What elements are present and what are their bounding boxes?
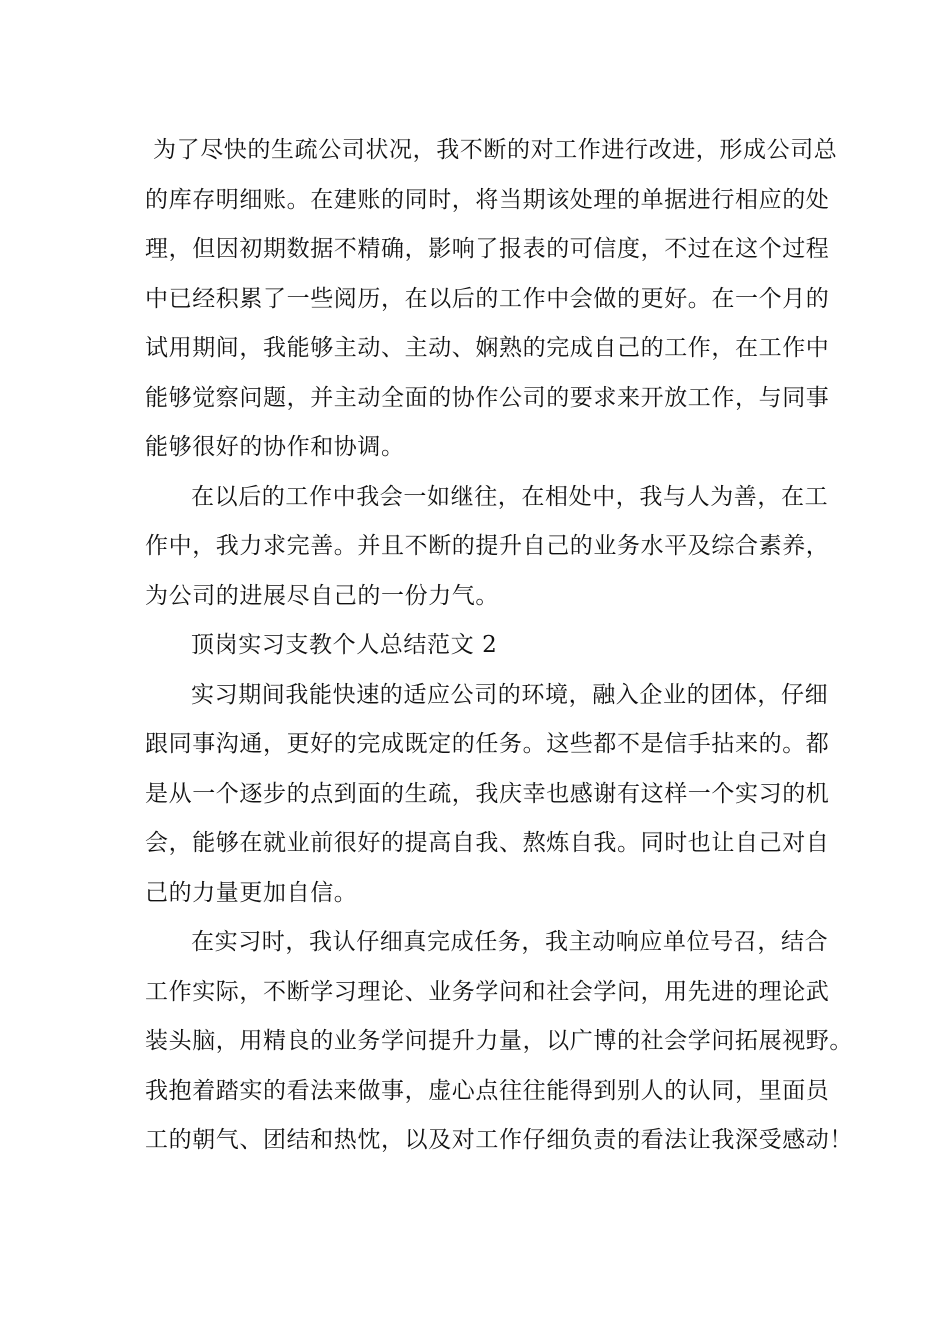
document-body: [145, 126, 853, 1166]
text-line: 在以后的工作中我会一如继往，在相处中，我与人为善，在工: [191, 483, 829, 510]
text-line: 跟同事沟通，更好的完成既定的任务。这些都不是信手拈来的。都: [145, 731, 830, 757]
text-line: 理，但因初期数据不精确，影响了报表的可信度，不过在这个过程: [145, 236, 830, 262]
text-line: 是从一个逐步的点到面的生疏，我庆幸也感谢有这样一个实习的机: [145, 780, 830, 807]
text-line: 己的力量更加自信。: [145, 879, 358, 906]
text-line: 能够觉察问题，并主动全面的协作公司的要求来开放工作，与同事: [145, 384, 830, 411]
text-line: 中已经积累了一些阅历，在以后的工作中会做的更好。在一个月的: [145, 285, 830, 312]
text-line: 的库存明细账。在建账的同时，将当期该处理的单据进行相应的处: [145, 186, 830, 213]
section-heading: 顶岗实习支教个人总结范文 2: [191, 632, 498, 658]
text-line: 能够很好的协作和协调。: [145, 434, 405, 460]
text-line: 在实习时，我认仔细真完成任务，我主动响应单位号召，结合: [191, 929, 829, 955]
text-line: 装头脑，用精良的业务学问提升力量，以广博的社会学问拓展视野。: [145, 1028, 853, 1054]
text-line: 工作实际，不断学习理论、业务学问和社会学问，用先进的理论武: [145, 978, 830, 1005]
text-line: 工的朝气、团结和热忱，以及对工作仔细负责的看法让我深受感动！: [145, 1127, 853, 1153]
text-line: 作中，我力求完善。并且不断的提升自己的业务水平及综合素养，: [145, 533, 830, 559]
text-line: 试用期间，我能够主动、主动、娴熟的完成自己的工作，在工作中: [145, 335, 830, 361]
text-line: 会，能够在就业前很好的提高自我、熬炼自我。同时也让自己对自: [145, 830, 830, 856]
text-line: 为公司的进展尽自己的一份力气。: [145, 582, 499, 609]
text-line: 我抱着踏实的看法来做事，虚心点往往能得到别人的认同，里面员: [145, 1077, 830, 1104]
text-line: 为了尽快的生疏公司状况，我不断的对工作进行改进，形成公司总: [153, 137, 838, 163]
text-line: 实习期间我能快速的适应公司的环境，融入企业的团体，仔细: [191, 681, 829, 708]
